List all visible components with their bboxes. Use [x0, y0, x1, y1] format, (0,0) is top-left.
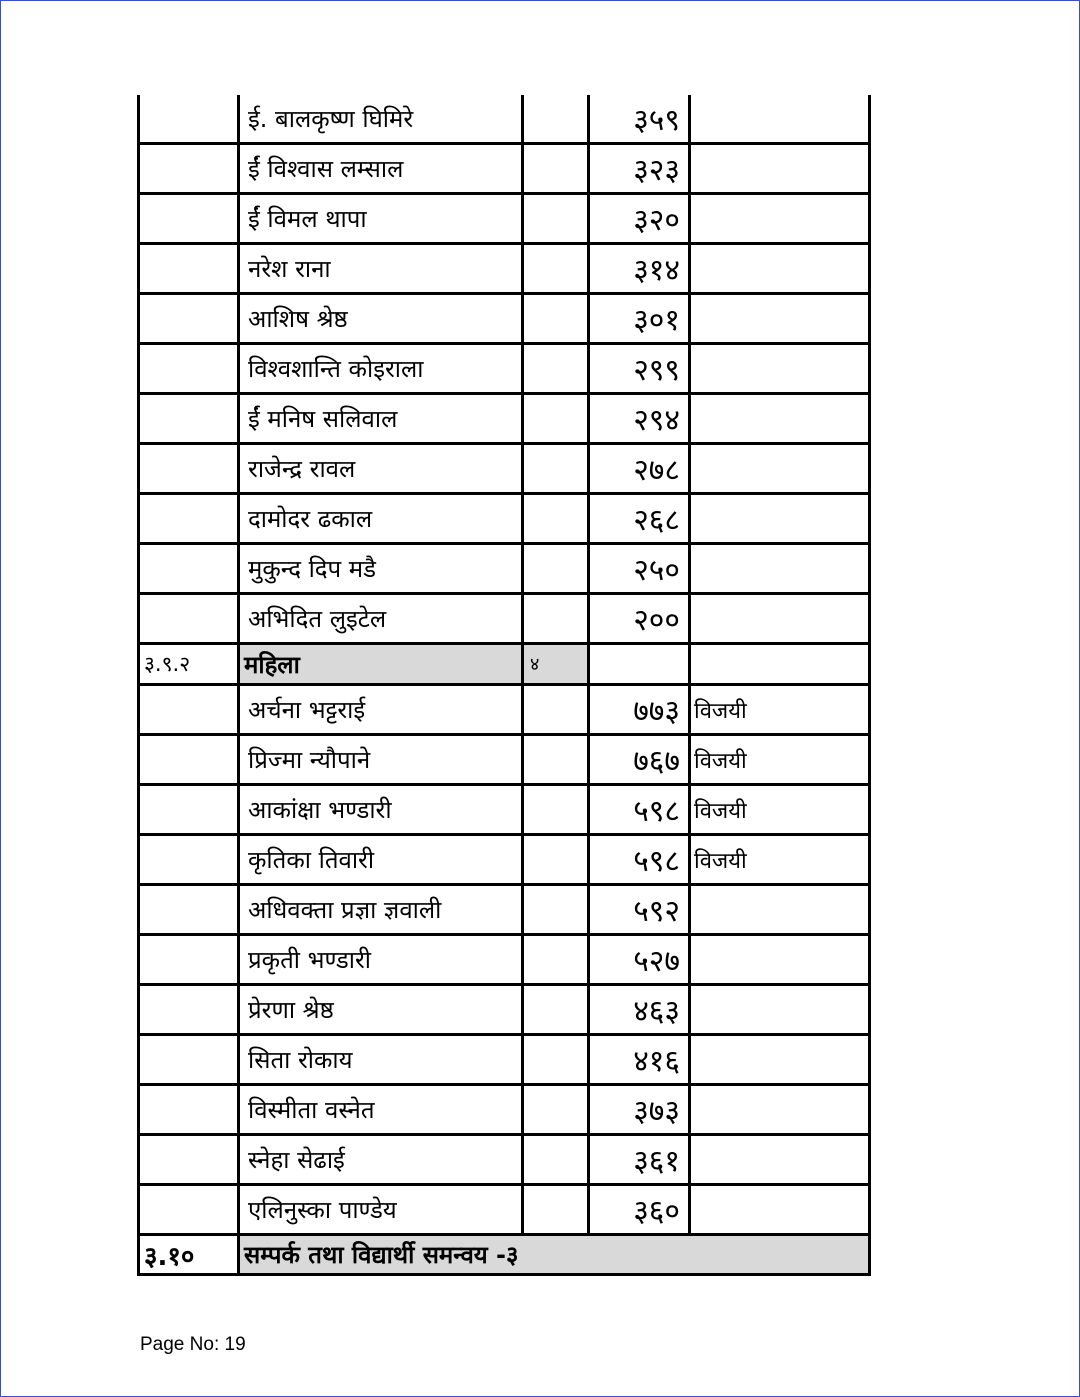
candidate-name: ईं मनिष सलिवाल — [239, 394, 523, 444]
candidate-votes: ५९८ — [589, 835, 690, 885]
candidate-name: ईं विमल थापा — [239, 194, 523, 244]
candidate-row — [139, 1135, 870, 1185]
candidate-result — [690, 494, 870, 544]
candidate-sn-cell — [139, 1085, 239, 1135]
candidate-name: प्रेरणा श्रेष्ठ — [239, 985, 523, 1035]
candidate-votes: ५९८ — [589, 785, 690, 835]
candidate-post-cell — [523, 194, 589, 244]
candidate-row — [139, 785, 870, 835]
candidate-sn-cell — [139, 95, 239, 144]
candidate-sn-cell — [139, 785, 239, 835]
candidate-post-cell — [523, 1085, 589, 1135]
candidate-row — [139, 735, 870, 785]
candidate-row — [139, 1085, 870, 1135]
category-title: महिला — [239, 644, 523, 685]
candidate-votes: ७७३ — [589, 685, 690, 735]
candidate-post-cell — [523, 294, 589, 344]
candidate-post-cell — [523, 785, 589, 835]
candidate-result — [690, 394, 870, 444]
candidate-post-cell — [523, 985, 589, 1035]
candidate-name: मुकुन्द दिप मडै — [239, 544, 523, 594]
candidate-votes: ३५९ — [589, 95, 690, 144]
candidate-name: नरेश राना — [239, 244, 523, 294]
candidate-row — [139, 594, 870, 644]
candidate-sn-cell — [139, 885, 239, 935]
candidate-row — [139, 344, 870, 394]
candidate-votes: ३०१ — [589, 294, 690, 344]
page-number: Page No: 19 — [140, 1334, 246, 1355]
candidate-post-cell — [523, 885, 589, 935]
candidate-row — [139, 685, 870, 735]
candidate-post-cell — [523, 444, 589, 494]
candidate-post-cell — [523, 144, 589, 194]
candidate-post-cell — [523, 835, 589, 885]
section-row — [139, 1235, 870, 1275]
candidate-votes: २५० — [589, 544, 690, 594]
candidate-sn-cell — [139, 935, 239, 985]
candidate-post-cell — [523, 935, 589, 985]
candidate-post-cell — [523, 244, 589, 294]
candidate-post-cell — [523, 594, 589, 644]
category-sn: ३.९.२ — [139, 644, 239, 685]
category-row — [139, 644, 870, 685]
candidate-row — [139, 544, 870, 594]
candidate-sn-cell — [139, 594, 239, 644]
candidate-votes: ३१४ — [589, 244, 690, 294]
candidate-result — [690, 194, 870, 244]
category-row-group — [139, 644, 870, 685]
candidate-votes: ३७३ — [589, 1085, 690, 1135]
candidate-row — [139, 244, 870, 294]
candidate-sn-cell — [139, 244, 239, 294]
candidate-votes: २६८ — [589, 494, 690, 544]
candidate-sn-cell — [139, 294, 239, 344]
candidate-result — [690, 544, 870, 594]
candidate-sn-cell — [139, 444, 239, 494]
candidate-rows-group-b — [139, 685, 870, 1235]
candidate-name: ई. बालकृष्ण घिमिरे — [239, 95, 523, 144]
candidate-votes: ४१६ — [589, 1035, 690, 1085]
candidate-votes: ३६० — [589, 1185, 690, 1235]
candidate-post-cell — [523, 1135, 589, 1185]
candidate-post-cell — [523, 494, 589, 544]
candidate-sn-cell — [139, 394, 239, 444]
candidate-result: विजयी — [690, 685, 870, 735]
category-result-cell — [690, 644, 870, 685]
candidate-name: ईं विश्वास लम्साल — [239, 144, 523, 194]
category-posts: ४ — [523, 644, 589, 685]
candidate-row — [139, 885, 870, 935]
candidate-result — [690, 1035, 870, 1085]
candidate-sn-cell — [139, 1185, 239, 1235]
candidate-row — [139, 294, 870, 344]
candidate-result: विजयी — [690, 785, 870, 835]
candidate-row — [139, 444, 870, 494]
candidate-name: दामोदर ढकाल — [239, 494, 523, 544]
candidate-name: आशिष श्रेष्ठ — [239, 294, 523, 344]
candidate-name: प्रकृती भण्डारी — [239, 935, 523, 985]
candidate-votes: ५२७ — [589, 935, 690, 985]
candidate-name: राजेन्द्र रावल — [239, 444, 523, 494]
candidate-post-cell — [523, 685, 589, 735]
candidate-name: एलिनुस्का पाण्डेय — [239, 1185, 523, 1235]
candidate-votes: ३२० — [589, 194, 690, 244]
section-title: सम्पर्क तथा विद्यार्थी समन्वय -३ — [239, 1235, 870, 1275]
candidate-row — [139, 144, 870, 194]
candidate-sn-cell — [139, 1035, 239, 1085]
candidate-result — [690, 444, 870, 494]
candidate-name: सिता रोकाय — [239, 1035, 523, 1085]
candidate-result — [690, 95, 870, 144]
candidate-result — [690, 885, 870, 935]
candidate-result — [690, 344, 870, 394]
candidate-result — [690, 594, 870, 644]
candidate-row — [139, 1035, 870, 1085]
candidate-votes: ५९२ — [589, 885, 690, 935]
candidate-row — [139, 394, 870, 444]
candidate-post-cell — [523, 344, 589, 394]
candidate-votes: ३६१ — [589, 1135, 690, 1185]
candidate-result — [690, 1085, 870, 1135]
candidate-result — [690, 935, 870, 985]
candidate-name: अभिदित लुइटेल — [239, 594, 523, 644]
candidate-votes: २९४ — [589, 394, 690, 444]
candidate-row — [139, 985, 870, 1035]
candidate-name: स्नेहा सेढाई — [239, 1135, 523, 1185]
candidate-row — [139, 494, 870, 544]
section-sn: ३.१० — [139, 1235, 239, 1275]
candidate-row — [139, 935, 870, 985]
candidate-name: प्रिज्मा न्यौपाने — [239, 735, 523, 785]
candidate-result — [690, 1135, 870, 1185]
candidate-sn-cell — [139, 835, 239, 885]
candidate-votes: २७८ — [589, 444, 690, 494]
candidate-result — [690, 144, 870, 194]
candidate-sn-cell — [139, 735, 239, 785]
candidate-rows-group-a — [139, 95, 870, 644]
candidate-name: अर्चना भट्टराई — [239, 685, 523, 735]
candidate-sn-cell — [139, 194, 239, 244]
candidate-row — [139, 835, 870, 885]
candidate-votes: ३२३ — [589, 144, 690, 194]
section-row-group — [139, 1235, 870, 1275]
candidate-result — [690, 294, 870, 344]
candidate-row — [139, 1185, 870, 1235]
candidate-sn-cell — [139, 544, 239, 594]
candidate-sn-cell — [139, 685, 239, 735]
candidate-sn-cell — [139, 985, 239, 1035]
candidate-result — [690, 1185, 870, 1235]
candidate-post-cell — [523, 394, 589, 444]
candidate-post-cell — [523, 735, 589, 785]
candidate-votes: २९९ — [589, 344, 690, 394]
candidate-post-cell — [523, 95, 589, 144]
candidate-votes: २०० — [589, 594, 690, 644]
candidate-name: विश्वशान्ति कोइराला — [239, 344, 523, 394]
candidate-sn-cell — [139, 344, 239, 394]
candidate-post-cell — [523, 1185, 589, 1235]
candidate-votes: ४६३ — [589, 985, 690, 1035]
candidate-result: विजयी — [690, 835, 870, 885]
candidate-result — [690, 244, 870, 294]
candidate-sn-cell — [139, 144, 239, 194]
candidate-sn-cell — [139, 494, 239, 544]
candidate-result — [690, 985, 870, 1035]
candidate-result: विजयी — [690, 735, 870, 785]
candidate-name: विस्मीता वस्नेत — [239, 1085, 523, 1135]
candidate-name: आकांक्षा भण्डारी — [239, 785, 523, 835]
candidate-sn-cell — [139, 1135, 239, 1185]
candidate-post-cell — [523, 1035, 589, 1085]
results-table — [137, 95, 871, 1276]
category-votes-cell — [589, 644, 690, 685]
candidate-post-cell — [523, 544, 589, 594]
candidate-row — [139, 95, 870, 144]
candidate-name: अधिवक्ता प्रज्ञा ज्ञवाली — [239, 885, 523, 935]
candidate-name: कृतिका तिवारी — [239, 835, 523, 885]
candidate-votes: ७६७ — [589, 735, 690, 785]
candidate-row — [139, 194, 870, 244]
